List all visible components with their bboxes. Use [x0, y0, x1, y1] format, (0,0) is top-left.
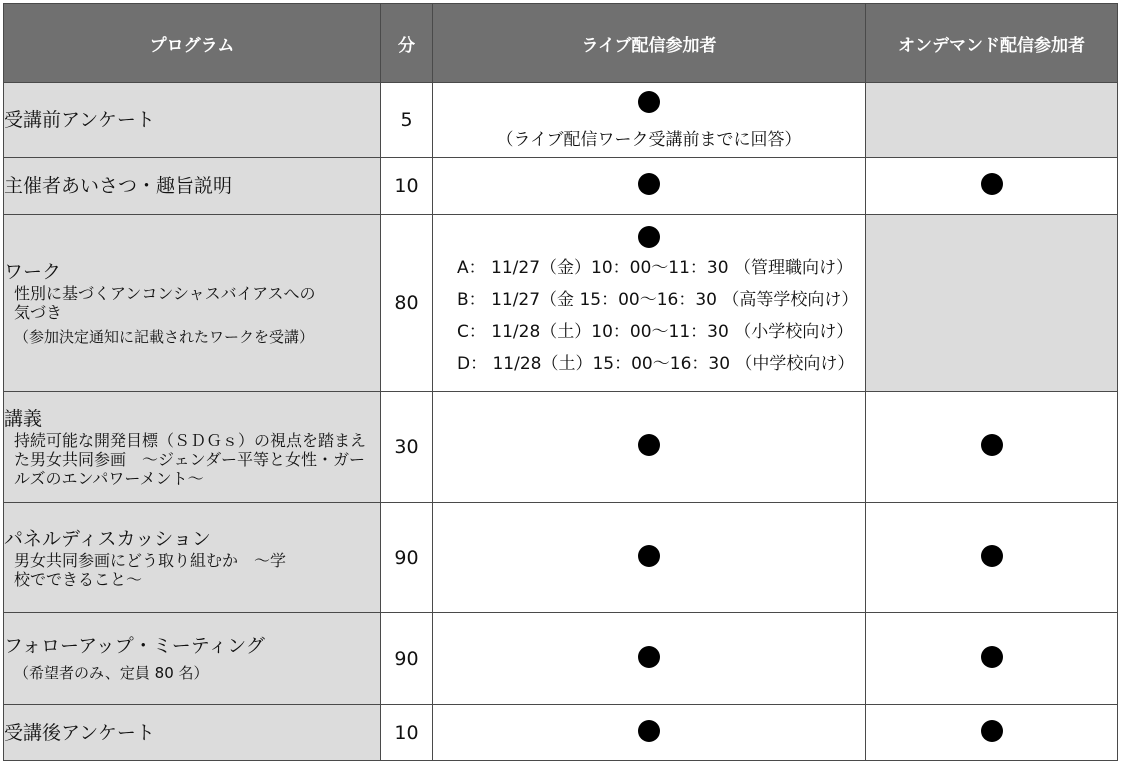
program-cell	[4, 83, 381, 158]
session-item: A： 11/27（金）10：00～11：30 （管理職向け）	[457, 258, 853, 278]
participation-dot	[638, 545, 660, 567]
program-cell	[4, 503, 381, 613]
participation-dot	[981, 646, 1003, 668]
ondemand-cell	[866, 503, 1118, 613]
session-item: D： 11/28（土）15：00～16：30 （中学校向け）	[457, 354, 855, 374]
live-cell	[433, 215, 866, 392]
minutes-cell: 30	[381, 392, 433, 503]
live-cell	[433, 705, 866, 761]
minutes-cell: 10	[381, 158, 433, 215]
program-note: （希望者のみ、定員 80 名）	[14, 664, 209, 682]
program-note: （参加決定通知に記載されたワークを受講）	[14, 327, 315, 346]
program-title: 講義	[4, 407, 43, 430]
program-title: 主催者あいさつ・趣旨説明	[4, 175, 233, 197]
program-title: フォローアップ・ミーティング	[4, 635, 265, 657]
participation-dot	[638, 646, 660, 668]
live-cell	[433, 392, 866, 503]
program-cell	[4, 392, 381, 503]
live-cell	[433, 158, 866, 215]
program-table	[3, 3, 1118, 761]
ondemand-cell-empty	[866, 83, 1118, 158]
program-title: パネルディスカッション	[4, 527, 211, 550]
participation-dot	[981, 173, 1003, 195]
program-cell	[4, 158, 381, 215]
participation-dot	[638, 434, 660, 456]
program-description: 性別に基づくアンコンシャスバイアスへの気づき	[14, 283, 316, 322]
table-row	[4, 503, 1118, 613]
participation-dot	[638, 226, 660, 248]
participation-dot	[981, 720, 1003, 742]
header-row	[4, 4, 1118, 83]
participation-dot	[638, 91, 660, 113]
table-row	[4, 83, 1118, 158]
header-ondemand: オンデマンド配信参加者	[866, 4, 1118, 83]
header-minutes: 分	[381, 4, 433, 83]
ondemand-cell	[866, 705, 1118, 761]
table-row	[4, 705, 1118, 761]
minutes-cell: 90	[381, 503, 433, 613]
program-cell	[4, 215, 381, 392]
minutes-cell: 5	[381, 83, 433, 158]
table-row	[4, 215, 1118, 392]
session-item: C： 11/28（土）10：00～11：30 （小学校向け）	[457, 322, 854, 342]
program-title: 受講後アンケート	[4, 721, 155, 744]
table-row	[4, 158, 1118, 215]
program-description: 持続可能な開発目標（ＳＤＧｓ）の視点を踏まえた男女共同参画 ～ジェンダー平等と女性・ガールズのエンパワーメント～	[14, 430, 367, 488]
participation-dot	[981, 545, 1003, 567]
header-program: プログラム	[4, 4, 381, 83]
program-title: ワーク	[4, 260, 62, 283]
minutes-cell: 80	[381, 215, 433, 392]
program-title: 受講前アンケート	[4, 109, 155, 131]
live-cell	[433, 613, 866, 705]
live-cell	[433, 83, 866, 158]
participation-dot	[638, 173, 660, 195]
participation-dot	[638, 720, 660, 742]
table-row	[4, 392, 1118, 503]
program-cell	[4, 705, 381, 761]
minutes-cell: 90	[381, 613, 433, 705]
program-description: 男女共同参画にどう取り組むか ～学校でできること～	[14, 550, 287, 589]
session-item: B： 11/27（金 15：00～16：30 （高等学校向け）	[457, 290, 859, 310]
minutes-cell: 10	[381, 705, 433, 761]
header-live: ライブ配信参加者	[433, 4, 866, 83]
ondemand-cell	[866, 158, 1118, 215]
program-cell	[4, 613, 381, 705]
participation-dot	[981, 434, 1003, 456]
ondemand-cell	[866, 392, 1118, 503]
table-row	[4, 613, 1118, 705]
live-note: （ライブ配信ワーク受講前までに回答）	[496, 129, 802, 150]
ondemand-cell	[866, 613, 1118, 705]
ondemand-cell-empty	[866, 215, 1118, 392]
live-cell	[433, 503, 866, 613]
